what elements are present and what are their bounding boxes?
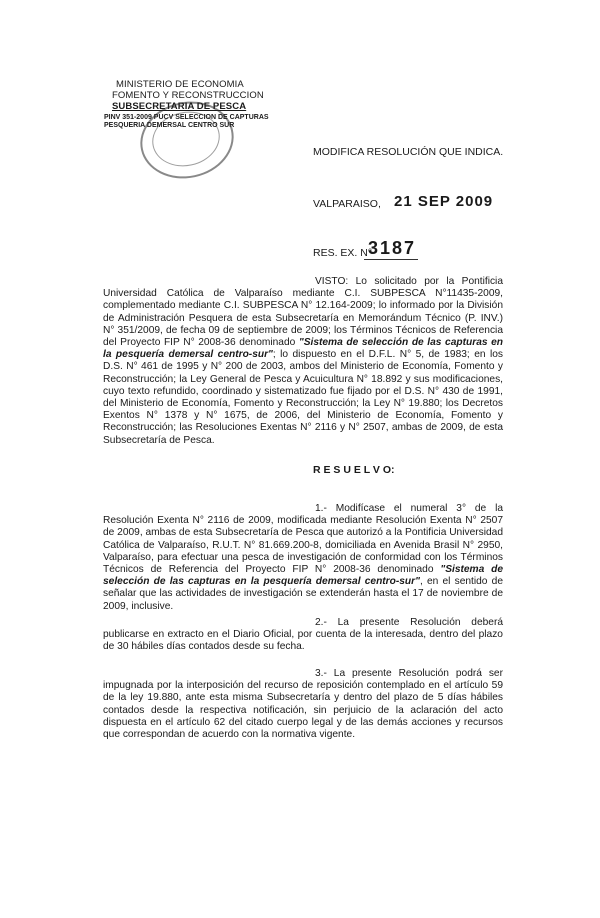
item-1-lead: 1.- Modifícase el numeral 3° de la Resolución — [103, 503, 503, 527]
date-stamp: 21 SEP 2009 — [394, 193, 494, 210]
resolution-label: RES. EX. N° — [313, 247, 373, 259]
item-1-emphasis: "Sistema de selección de las capturas en la pesquería demersal centro-sur" — [103, 564, 503, 588]
resolution-item-3 — [103, 668, 503, 741]
visto-emphasis: "Sistema de selección de las capturas en la pesquería demersal centro-sur" — [103, 337, 503, 361]
visto-part-2: ; lo dispuesto en el D.F.L. N° 5, de 1983; en los D.S. N° 461 de 1995 y N° 200 de 2003, ambos del Ministerio de Economía, Fomento y Reconstrucción; la Ley General de Pesca y Acuicultura N° 18.892 y sus modificaciones, cuyo texto refundido, coordinado y sistematizado fue fijado por el D.S. N° 430 de 1991, del Ministerio de Economía, Fomento y Reconstrucción; la Ley N° 19.880; los Decretos Exentos N° 1378 y N° 1675, de 2006, del Ministerio de Economía, Fomento y Reconstrucción; las Resoluciones Exentas N° 2116 y N° 2507, ambas de 2009, de esta Subsecretaría de Pesca. — [103, 349, 503, 446]
item-3-lead: 3.- La presente Resolución podrá ser impugnada — [103, 668, 503, 692]
visto-part-1: Católica de Valparaíso mediante C.I. SUBPESCA N°11435-2009, complementado mediante C.I. SUBPESCA N° 12.164-2009; lo informado por la División de Administración Pesquera de esta Subsecretaría en Memorándum Técnico (P. INV.) N° 351/2009, de fecha 09 de septiembre de 2009; los Términos Técnicos de Referencia del Proyecto FIP N° 2008-36 denominado — [103, 288, 503, 349]
resolution-item-2 — [103, 617, 503, 654]
place-label: VALPARAISO, — [313, 198, 381, 210]
document-title: MODIFICA RESOLUCIÓN QUE INDICA. — [313, 146, 504, 158]
resolution-number: 3187 — [368, 238, 417, 258]
item-1-part-1: Exenta N° 2116 de 2009, modificada mediante Resolución Exenta N° 2507 de 2009, ambas de esta Subsecretaría de Pesca que autorizó a la Pontificia Universidad Católica de Valparaíso, R.U.T. N° 81.669.200-8, domiciliada en Avenida Brasil N° 2950, Valparaíso, para efectuar una pesca de investigación de conformidad con los Términos Técnicos de Referencia del Proyecto FIP N° 2008-36 denominado — [103, 515, 503, 576]
item-3-rest: por la interposición del recurso de reposición contemplado en el artículo 59 de la ley 19.880, ante esta misma Subsecretaría y dentro del plazo de 5 días hábiles contados desde la respectiva notificación, sin perjuicio de la aclaración del acto dispuesta en el artículo 62 del citado cuerpo legal y de las demás acciones y recursos que correspondan de acuerdo con la normativa vigente. — [103, 680, 503, 741]
visto-lead: VISTO: Lo solicitado por la Pontificia Universidad — [103, 276, 503, 300]
item-2-rest: extracto en el Diario Oficial, por cuenta de la interesada, dentro del plazo de 30 hábiles días contados desde su fecha. — [103, 629, 503, 653]
visto-paragraph — [103, 276, 503, 447]
item-1-part-2: , en el sentido de señalar que las actividades de investigación se extenderán hasta el 17 de noviembre de 2009, inclusive. — [103, 576, 503, 612]
item-2-lead: 2.- La presente Resolución deberá publicarse en — [103, 617, 503, 641]
subsecretaria-label: SUBSECRETARIA DE PESCA — [112, 101, 247, 112]
resolution-item-1 — [103, 503, 503, 613]
ministry-label: MINISTERIO DE ECONOMIA — [116, 79, 244, 90]
resuelvo-heading: R E S U E L V O: — [313, 464, 395, 476]
resolution-underline — [364, 259, 418, 260]
reference-line-2: PESQUERIA DEMERSAL CENTRO SUR — [104, 122, 235, 129]
ministry-label-2: FOMENTO Y RECONSTRUCCION — [112, 90, 264, 101]
reference-line-1: PINV 351-2009 PUCV SELECCION DE CAPTURAS — [104, 114, 269, 121]
